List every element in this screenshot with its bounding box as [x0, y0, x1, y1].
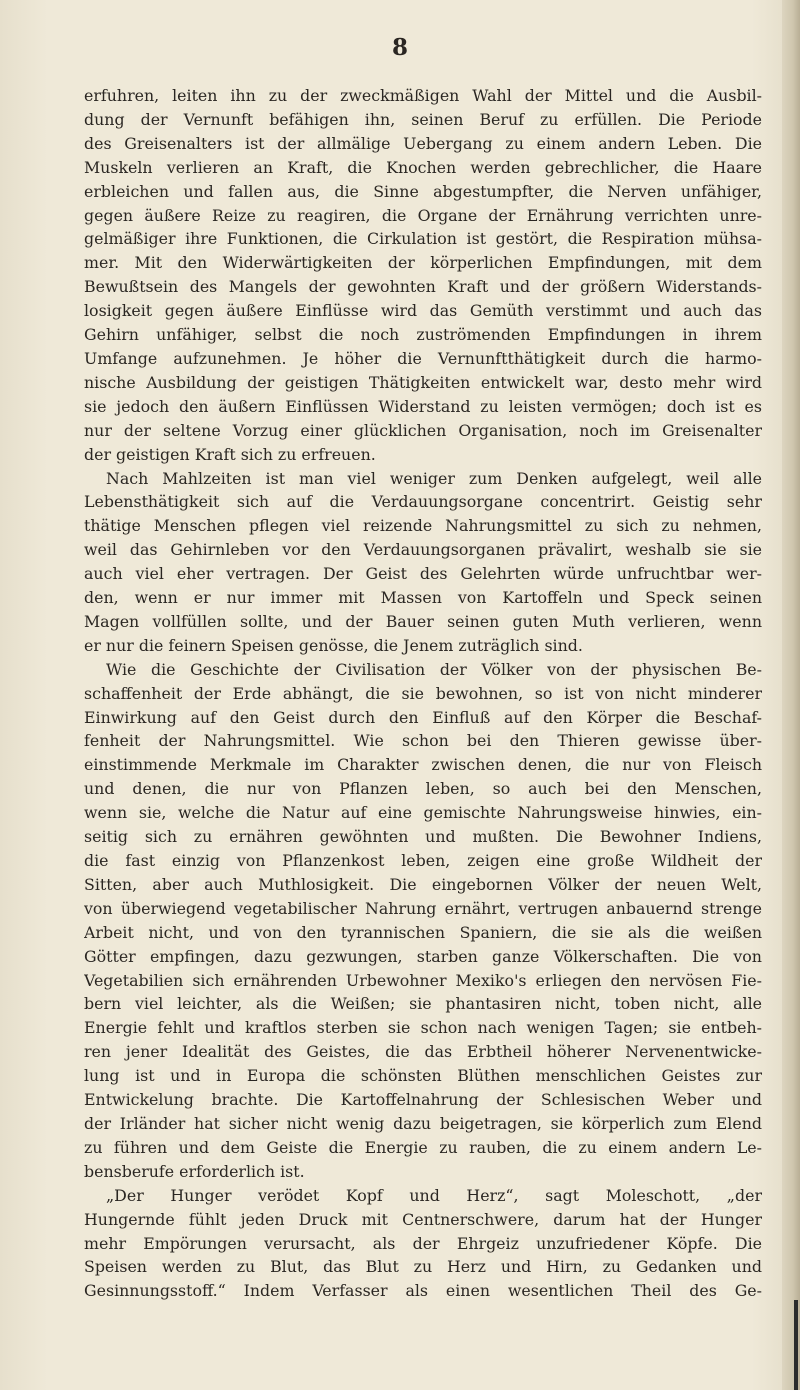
text-line: Götter empfingen, dazu gezwungen, starben ganze Völkerschaften. Die von: [84, 946, 762, 966]
text-line: „Der Hunger verödet Kopf und Herz“, sagt Moleschott, „der: [106, 1185, 762, 1205]
text-line: der Irländer hat sicher nicht wenig dazu beigetragen, sie körperlich zum Elend: [84, 1113, 762, 1133]
text-line: wenn sie, welche die Natur auf eine gemischte Nahrungsweise hinwies, ein-: [84, 803, 762, 823]
text-line: einstimmende Merkmale im Charakter zwischen denen, die nur von Fleisch: [84, 755, 762, 775]
text-line: Arbeit nicht, und von den tyrannischen Spaniern, die sie als die weißen: [84, 922, 762, 942]
text-line: Nach Mahlzeiten ist man viel weniger zum Denken aufgelegt, weil alle: [106, 468, 762, 488]
text-line: den, wenn er nur immer mit Massen von Kartoffeln und Speck seinen: [84, 588, 762, 608]
text-line: sie jedoch den äußern Einflüssen Widerstand zu leisten vermögen; doch ist es: [84, 396, 762, 416]
text-line: Energie fehlt und kraftlos sterben sie schon nach wenigen Tagen; sie entbeh-: [84, 1018, 762, 1038]
text-line: schaffenheit der Erde abhängt, die sie bewohnen, so ist von nicht minderer: [84, 683, 762, 703]
text-line: nische Ausbildung der geistigen Thätigkeiten entwickelt war, desto mehr wird: [84, 372, 762, 392]
text-line: bern viel leichter, als die Weißen; sie phantasiren nicht, toben nicht, alle: [84, 994, 762, 1014]
text-line: Speisen werden zu Blut, das Blut zu Herz und Hirn, zu Gedanken und: [84, 1257, 762, 1277]
text-line: Gehirn unfähiger, selbst die noch zuströmenden Empfindungen in ihrem: [84, 325, 762, 345]
edge-mark: [794, 1300, 798, 1390]
text-line: der geistigen Kraft sich zu erfreuen.: [84, 444, 376, 464]
text-line: die fast einzig von Pflanzenkost leben, zeigen eine große Wildheit der: [84, 851, 762, 870]
text-line: des Greisenalters ist der allmälige Uebergang zu einem andern Leben. Die: [84, 133, 762, 153]
text-line: seitig sich zu ernähren gewöhnten und mußten. Die Bewohner Indiens,: [84, 827, 762, 847]
text-line: Sitten, aber auch Muthlosigkeit. Die eingebornen Völker der neuen Welt,: [84, 874, 762, 894]
text-line: Gesinnungsstoff.“ Indem Verfasser als einen wesentlichen Theil des Ge-: [84, 1281, 762, 1301]
text-line: bensberufe erforderlich ist.: [84, 1161, 305, 1181]
text-line: mehr Empörungen verursacht, als der Ehrgeiz unzufriedener Köpfe. Die: [84, 1233, 762, 1253]
text-line: Bewußtsein des Mangels der gewohnten Kraft und der größern Widerstands-: [84, 277, 762, 297]
text-line: Entwickelung brachte. Die Kartoffelnahrung der Schlesischen Weber und: [84, 1090, 762, 1110]
text-line: Wie die Geschichte der Civilisation der Völker von der physischen Be-: [106, 659, 762, 679]
text-line: Vegetabilien sich ernährenden Urbewohner Mexiko's erliegen den nervösen Fie-: [84, 970, 762, 990]
page-number: 8: [391, 34, 408, 61]
text-line: von überwiegend vegetabilischer Nahrung ernährt, vertrugen anbauernd strenge: [84, 898, 762, 918]
text-line: mer. Mit den Widerwärtigkeiten der körperlichen Empfindungen, mit dem: [84, 253, 762, 273]
text-line: dung der Vernunft befähigen ihn, seinen Beruf zu erfüllen. Die Periode: [84, 109, 762, 129]
text-line: losigkeit gegen äußere Einflüsse wird das Gemüth verstimmt und auch das: [84, 301, 762, 321]
text-line: Magen vollfüllen sollte, und der Bauer seinen guten Muth verlieren, wenn: [84, 611, 762, 631]
text-line: lung ist und in Europa die schönsten Blüthen menschlichen Geistes zur: [84, 1066, 762, 1086]
page-edge: [782, 0, 800, 1390]
text-line: weil das Gehirnleben vor den Verdauungsorganen prävalirt, weshalb sie sie: [84, 540, 762, 560]
text-line: fenheit der Nahrungsmittel. Wie schon bei den Thieren gewisse über-: [84, 731, 762, 751]
text-line: Muskeln verlieren an Kraft, die Knochen werden gebrechlicher, die Haare: [84, 157, 762, 177]
text-line: Umfange aufzunehmen. Je höher die Vernunftthätigkeit durch die harmo-: [84, 348, 762, 368]
text-line: er nur die feinern Speisen genösse, die Jenem zuträglich sind.: [84, 635, 583, 655]
text-line: nur der seltene Vorzug einer glücklichen Organisation, noch im Greisenalter: [84, 420, 762, 440]
text-line: erbleichen und fallen aus, die Sinne abgestumpfter, die Nerven unfähiger,: [84, 181, 762, 201]
text-line: ren jener Idealität des Geistes, die das Erbtheil höherer Nervenentwicke-: [84, 1042, 762, 1062]
text-line: erfuhren, leiten ihn zu der zweckmäßigen Wahl der Mittel und die Ausbil-: [84, 86, 762, 105]
text-line: Lebensthätigkeit sich auf die Verdauungsorgane concentrirt. Geistig sehr: [84, 492, 762, 512]
text-line: und denen, die nur von Pflanzen leben, so auch bei den Menschen,: [84, 779, 762, 799]
text-line: zu führen und dem Geiste die Energie zu rauben, die zu einem andern Le-: [84, 1137, 762, 1157]
text-line: Hungernde fühlt jeden Druck mit Centnerschwere, darum hat der Hunger: [84, 1209, 762, 1229]
text-line: auch viel eher vertragen. Der Geist des Gelehrten würde unfruchtbar wer-: [84, 564, 762, 584]
text-line: thätige Menschen pflegen viel reizende Nahrungsmittel zu sich zu nehmen,: [84, 516, 762, 536]
text-line: gegen äußere Reize zu reagiren, die Organe der Ernährung verrichten unre-: [84, 205, 762, 225]
text-line: gelmäßiger ihre Funktionen, die Cirkulation ist gestört, die Respiration mühsa-: [84, 229, 762, 249]
text-line: Einwirkung auf den Geist durch den Einfluß auf den Körper die Beschaf-: [84, 707, 762, 727]
body-text: [84, 84, 762, 1303]
